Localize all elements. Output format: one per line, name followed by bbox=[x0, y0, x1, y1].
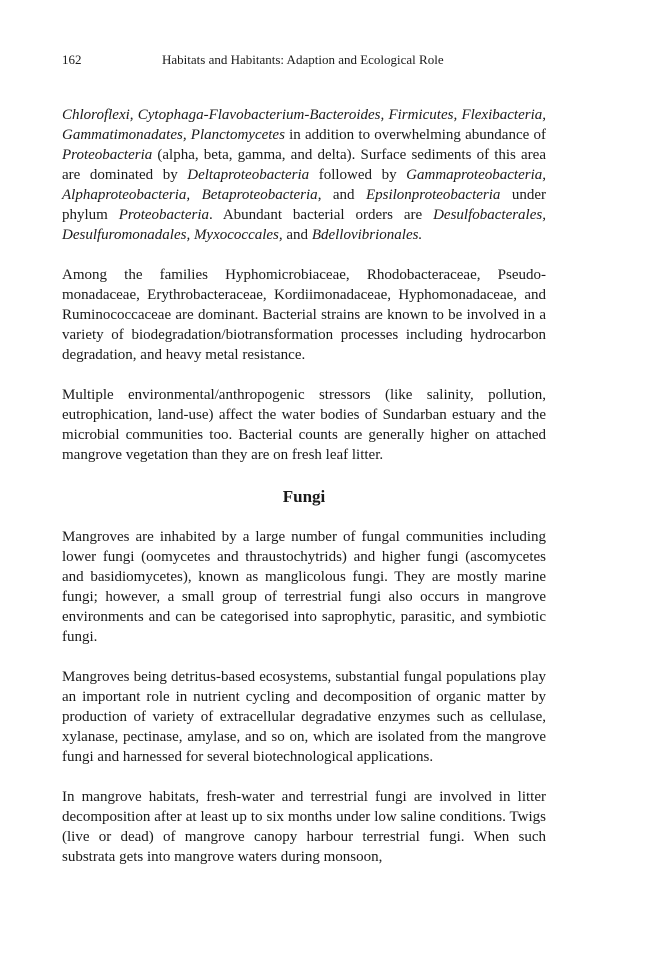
taxon-name: Gammaproteobacteria, Alphaproteobacteria, Betaproteobacteria bbox=[62, 167, 546, 203]
taxon-name: Proteobacteria bbox=[62, 147, 153, 163]
running-head bbox=[62, 52, 546, 68]
paragraph-litter-decomposition: In mangrove habitats, fresh-water and terrestrial fungi are involved in litter decomposition after at least up to six months under low saline conditions. Twigs (live or dead) of mangrove canopy harbour terrestrial fungi. When such substrata gets into mangrove waters during monsoon, bbox=[62, 789, 546, 865]
text-run: and bbox=[282, 227, 312, 243]
page-number: 162 bbox=[62, 52, 82, 67]
taxon-name: Proteobacteria bbox=[118, 207, 210, 223]
text-run: . Abundant bacterial orders are bbox=[209, 207, 434, 223]
taxon-name: Chloroflexi, Cytophaga-Flavobacterium-Bacteroides, Firmicutes, Flexibacteria, Gammatimonadates, Planctomycetes bbox=[62, 107, 546, 143]
text-run: under phylum bbox=[62, 187, 546, 223]
paragraph-environmental-stressors: Multiple environmental/anthropogenic stressors (like salinity, pollution, eutrophication, land-use) affect the water bodies of Sundarban estuary and the microbial communities too. Bacterial counts are generally higher on attached mangrove vegetation than they are on fresh leaf litter. bbox=[62, 387, 546, 463]
text-run: , and bbox=[317, 187, 366, 203]
running-title: Habitats and Habitants: Adaption and Ecological Role bbox=[162, 52, 444, 67]
taxon-name: Epsilonproteobacteria bbox=[365, 187, 501, 203]
taxon-name: Bdellovibrionales. bbox=[311, 227, 423, 243]
taxon-name: Desulfobacterales, Desulfuromonadales, Myxococcales, bbox=[62, 207, 546, 243]
paragraph-bacterial-phyla bbox=[62, 105, 546, 245]
paragraph-bacterial-families: Among the families Hyphomicrobiaceae, Rhodobacteraceae, Pseudo-monadaceae, Erythrobacteraceae, Kordiimonadaceae, Hyphomonadaceae, and Ruminococcaceae are dominant. Bacterial strains are known to be involved in a variety of biodegradation/biotransformation processes including hydrocarbon degradation, and heavy metal resistance. bbox=[62, 267, 546, 363]
paragraph-fungal-role: Mangroves being detritus-based ecosystems, substantial fungal populations play an important role in nutrient cycling and decomposition of organic matter by production of variety of extracellular degradative enzymes such as cellulase, xylanase, pectinase, amylase, and so on, which are isolated from the mangrove fungi and harnessed for several biotechnological applications. bbox=[62, 669, 546, 765]
text-run: in addition to overwhelming abundance of bbox=[284, 127, 546, 143]
section-heading-fungi: Fungi bbox=[282, 487, 326, 506]
text-run: (alpha, beta, gamma, and delta). Surface sediments of this area are dominated by bbox=[62, 147, 546, 183]
body-text bbox=[62, 105, 546, 887]
text-run: followed by bbox=[309, 167, 407, 183]
paragraph-fungal-communities: Mangroves are inhabited by a large number of fungal communities including lower fungi (oomycetes and thraustochytrids) and higher fungi (ascomycetes and basidiomycetes), known as manglicolous fungi. They are mostly marine fungi; however, a small group of terrestrial fungi also occurs in mangrove environments and can be categorised into saprophytic, parasitic, and symbiotic fungi. bbox=[62, 529, 546, 645]
taxon-name: Deltaproteobacteria bbox=[187, 167, 310, 183]
